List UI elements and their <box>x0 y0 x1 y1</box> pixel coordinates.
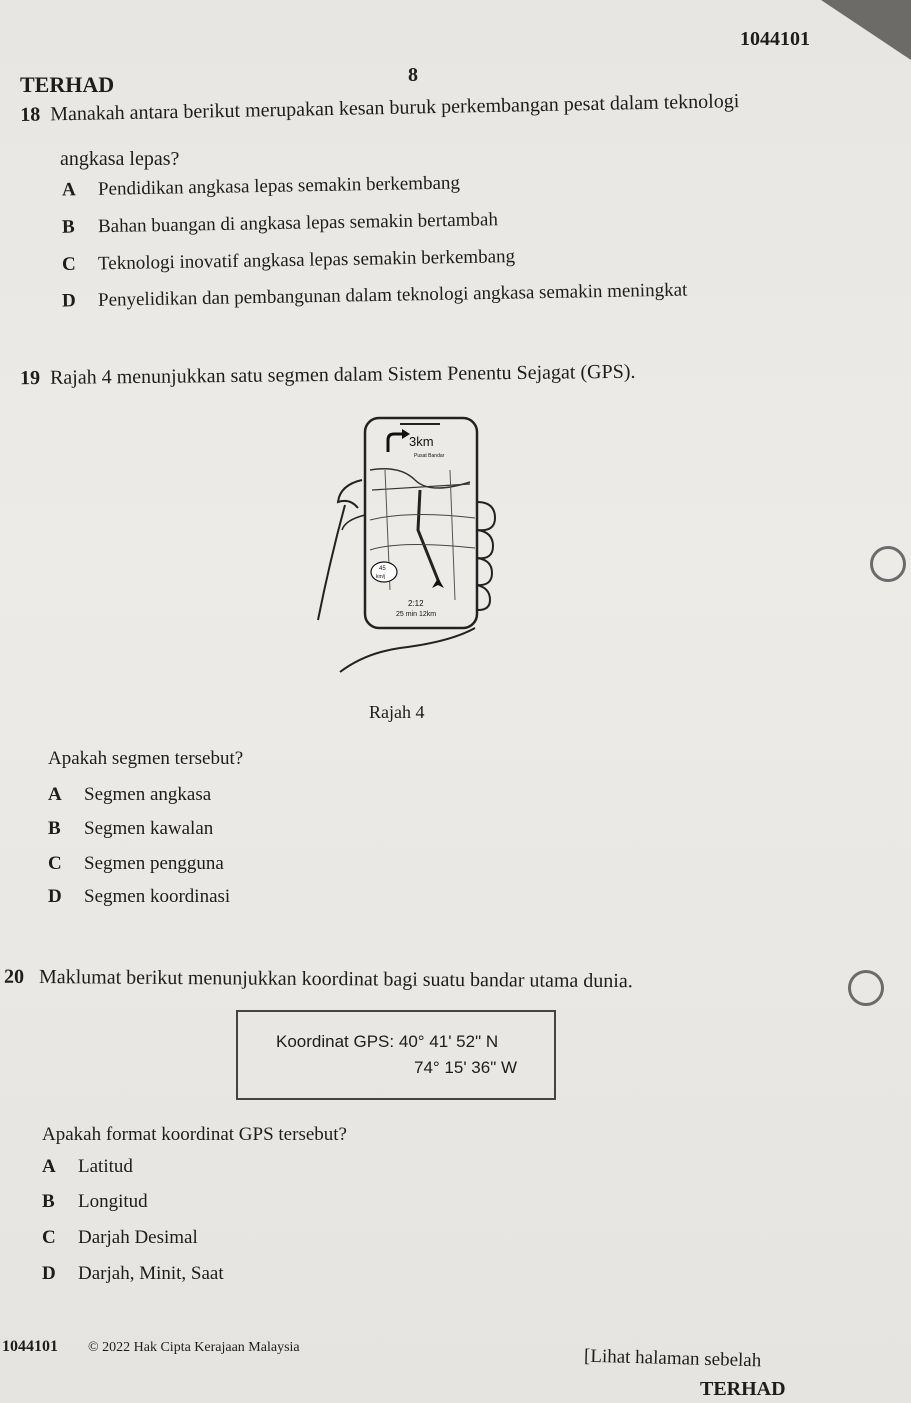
question-18-stem <box>20 90 740 127</box>
footer-copyright: © 2022 Hak Cipta Kerajaan Malaysia <box>88 1340 300 1355</box>
option-text: Darjah, Minit, Saat <box>78 1263 224 1284</box>
question-19-prompt: Apakah segmen tersebut? <box>48 748 244 769</box>
answer-bubble-19[interactable] <box>870 546 906 582</box>
coordinate-line-1 <box>276 1032 498 1052</box>
coordinate-latitude: 40° 41' 52" N <box>398 1032 499 1051</box>
option-text: Darjah Desimal <box>78 1227 198 1248</box>
footer-paper-code: 1044101 <box>2 1338 58 1355</box>
hand-wrist <box>340 628 475 672</box>
option-letter: C <box>48 853 62 874</box>
question-text: Rajah 4 menunjukkan satu segmen dalam Sistem Penentu Sejagat (GPS). <box>49 360 636 389</box>
answer-bubble-20[interactable] <box>848 970 884 1006</box>
q18-option-a[interactable] <box>62 173 460 202</box>
question-text: Manakah antara berikut merupakan kesan buruk perkembangan pesat dalam teknologi <box>49 90 740 126</box>
option-letter: C <box>61 253 76 275</box>
q18-option-b[interactable] <box>62 209 498 239</box>
question-19-stem <box>20 361 636 390</box>
page-corner-shadow <box>821 0 911 60</box>
turn-arrow-icon <box>388 434 404 452</box>
nav-destination: Pusat Bandar <box>414 453 445 459</box>
q18-option-c[interactable] <box>62 246 515 276</box>
option-text: Segmen pengguna <box>84 853 224 874</box>
map-road <box>370 514 475 520</box>
q19-option-b[interactable] <box>48 818 213 840</box>
page-number: 8 <box>408 64 418 86</box>
option-text: Segmen angkasa <box>84 784 212 805</box>
option-letter: D <box>61 290 76 312</box>
map-road <box>450 470 455 600</box>
option-text: Segmen koordinasi <box>84 886 231 907</box>
option-text: Segmen kawalan <box>84 818 214 839</box>
hand-thumb <box>338 480 362 508</box>
position-arrow-icon <box>432 578 444 588</box>
trip-time: 2:12 <box>408 599 424 608</box>
question-number: 19 <box>19 367 41 390</box>
q18-option-d[interactable] <box>62 280 688 313</box>
option-letter: C <box>42 1227 56 1248</box>
question-number: 20 <box>3 965 25 988</box>
hand-thumb-joint <box>342 515 365 530</box>
option-letter: A <box>48 784 62 805</box>
speed-value: 45 <box>379 566 386 572</box>
hand-finger <box>477 558 492 585</box>
coordinate-box <box>236 1010 556 1100</box>
option-letter: B <box>48 818 61 839</box>
footer-next-page: [Lihat halaman sebelah <box>583 1345 762 1372</box>
hand-palm-edge <box>318 505 345 620</box>
gps-phone-illustration <box>290 410 520 685</box>
option-text: Penyelidikan dan pembangunan dalam teknologi angkasa semakin meningkat <box>97 279 688 311</box>
q19-option-c[interactable] <box>48 853 224 875</box>
map-route <box>418 490 440 585</box>
option-text: Bahan buangan di angkasa lepas semakin bertambah <box>97 209 499 238</box>
header-paper-code: 1044101 <box>740 28 810 50</box>
question-18-stem-cont: angkasa lepas? <box>60 148 180 170</box>
phone-outline <box>365 418 477 628</box>
q20-option-b[interactable] <box>42 1191 148 1213</box>
figure-caption: Rajah 4 <box>369 702 425 722</box>
header-restricted-label: TERHAD <box>20 72 115 97</box>
speed-unit: km/j <box>376 574 386 580</box>
q19-option-d[interactable] <box>48 886 230 908</box>
question-20-stem <box>4 966 633 993</box>
q20-option-c[interactable] <box>42 1227 198 1249</box>
hand-finger <box>477 502 495 530</box>
question-number: 18 <box>20 103 41 126</box>
option-letter: D <box>48 886 62 907</box>
hand-finger <box>477 530 493 558</box>
question-text: Maklumat berikut menunjukkan koordinat bagi suatu bandar utama dunia. <box>38 966 633 993</box>
question-20-prompt: Apakah format koordinat GPS tersebut? <box>42 1124 347 1145</box>
option-letter: A <box>61 179 76 201</box>
option-letter: B <box>42 1191 55 1212</box>
hand-finger <box>477 585 490 610</box>
q19-option-a[interactable] <box>48 784 211 806</box>
coordinate-longitude: 74° 15' 36" W <box>414 1058 518 1077</box>
q20-option-a[interactable] <box>42 1156 133 1178</box>
coordinate-label: Koordinat GPS: <box>276 1032 395 1051</box>
footer-restricted-label: TERHAD <box>700 1378 786 1400</box>
option-text: Longitud <box>78 1191 148 1212</box>
option-text: Pendidikan angkasa lepas semakin berkembang <box>97 172 461 200</box>
trip-summary: 25 min 12km <box>396 611 437 618</box>
option-letter: B <box>61 216 75 238</box>
option-letter: A <box>42 1156 56 1177</box>
nav-distance: 3km <box>409 434 434 449</box>
option-letter: D <box>42 1263 56 1284</box>
option-text: Teknologi inovatif angkasa lepas semakin berkembang <box>97 246 516 275</box>
q20-option-d[interactable] <box>42 1263 224 1285</box>
option-text: Latitud <box>78 1156 133 1177</box>
